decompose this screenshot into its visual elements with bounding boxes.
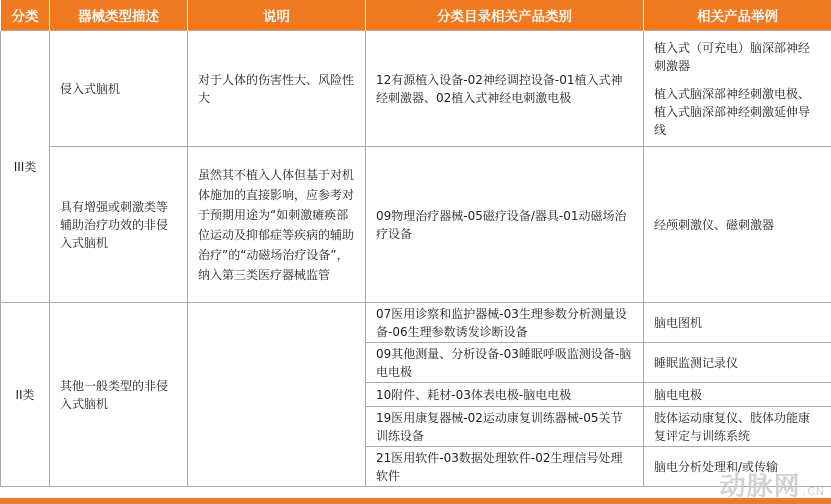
catalog-cell: 19医用康复器械-02运动康复训练器械-05关节训练设备 xyxy=(366,407,644,447)
example-cell: 脑电图机 xyxy=(644,303,831,343)
device-desc: 具有增强或刺激类等辅助治疗功效的非侵入式脑机 xyxy=(50,147,188,303)
device-note: 虽然其不植入人体但基于对机体施加的直接影响，应参考对于预期用途为“如刺激瘫痪部位运动及抑郁症等疾病的辅助治疗”的“动磁场治疗设备”，纳入第三类医疗器械监管 xyxy=(188,147,366,303)
header-note: 说明 xyxy=(188,0,366,31)
catalog-cell: 12有源植入设备-02神经调控设备-01植入式神经刺激器、02植入式神经电刺激电极 xyxy=(366,31,644,147)
catalog-cell: 07医用诊察和监护器械-03生理参数分析测量设备-06生理参数诱发诊断设备 xyxy=(366,303,644,343)
catalog-cell: 09物理治疗器械-05磁疗设备/器具-01动磁场治疗设备 xyxy=(366,147,644,303)
catalog-cell: 21医用软件-03数据处理软件-02生理信号处理软件 xyxy=(366,447,644,487)
table-row xyxy=(1,303,831,343)
example-cell xyxy=(644,31,831,147)
catalog-cell: 10附件、耗材-03体表电极-脑电电极 xyxy=(366,383,644,407)
header-device-type: 器械类型描述 xyxy=(50,0,188,31)
device-note: 对于人体的伤害性大、风险性大 xyxy=(188,31,366,147)
catalog-cell: 09其他测量、分析设备-03睡眠呼吸监测设备-脑电电极 xyxy=(366,343,644,383)
class-2-label: II类 xyxy=(1,303,50,487)
table-row xyxy=(1,31,831,147)
example-cell: 睡眠监测记录仪 xyxy=(644,343,831,383)
example-cell: 脑电分析处理和/或传输 xyxy=(644,447,831,487)
header-row xyxy=(1,0,831,31)
class-3-label: III类 xyxy=(1,31,50,303)
example-cell: 经颅刺激仪、磁刺激器 xyxy=(644,147,831,303)
example-item: 植入式脑深部神经刺激电极、植入式脑深部神经刺激延伸导线 xyxy=(654,86,811,137)
table-row xyxy=(1,147,831,303)
footer-bar xyxy=(0,498,831,504)
header-example: 相关产品举例 xyxy=(644,0,831,31)
example-item: 植入式（可充电）脑深部神经刺激器 xyxy=(654,40,811,73)
example-cell: 脑电电极 xyxy=(644,383,831,407)
header-class: 分类 xyxy=(1,0,50,31)
device-desc: 侵入式脑机 xyxy=(50,31,188,147)
watermark-logo: 动脉网 .CN xyxy=(719,472,825,502)
header-catalog: 分类目录相关产品类别 xyxy=(366,0,644,31)
example-cell: 肢体运动康复仪、肢体功能康复评定与训练系统 xyxy=(644,407,831,447)
device-desc: 其他一般类型的非侵入式脑机 xyxy=(50,303,188,487)
device-note xyxy=(188,303,366,487)
